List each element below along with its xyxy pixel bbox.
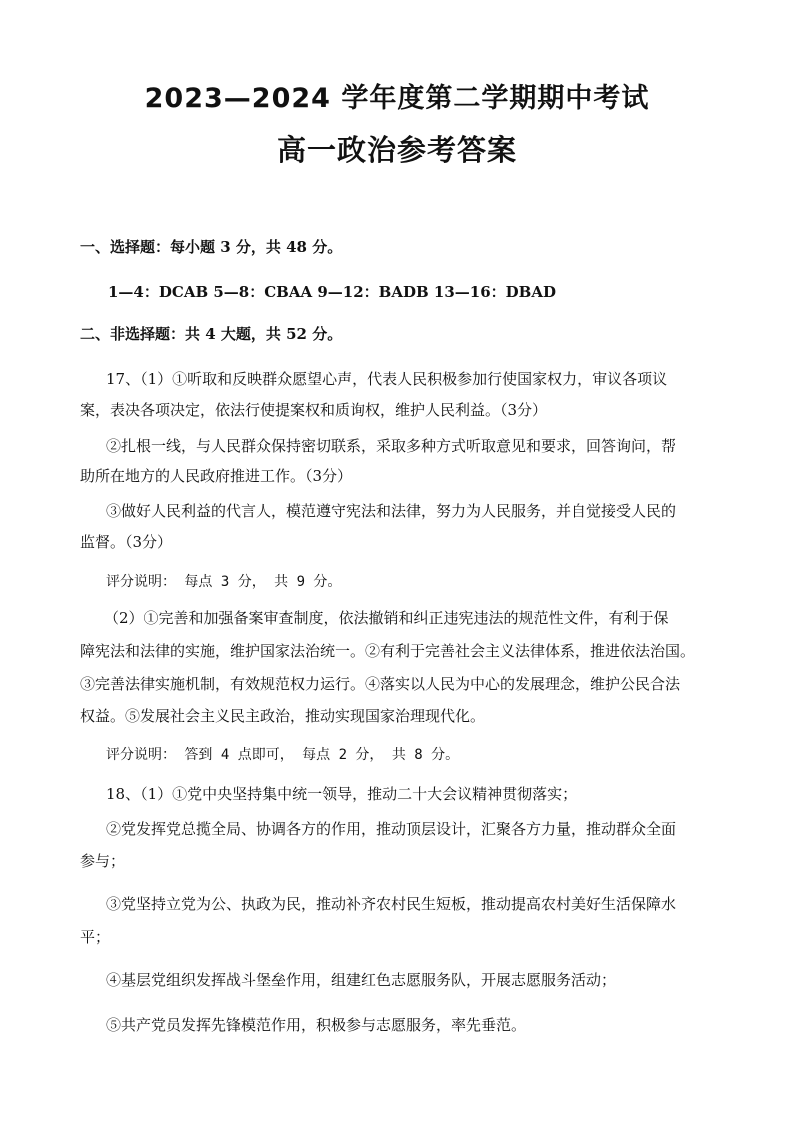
q17-p4-line4: 权益。⑤发展社会主义民主政治，推动实现国家治理现代化。 bbox=[80, 707, 486, 725]
q17-p4-line3: ③完善法律实施机制，有效规范权力运行。④落实以人民为中心的发展理念，维护公民合法 bbox=[80, 675, 681, 693]
q18-p3-line2: 平； bbox=[80, 928, 111, 946]
q17-p1-line2: 案，表决各项决定，依法行使提案权和质询权，维护人民利益。（3分） bbox=[80, 401, 548, 419]
choice-answers: 1—4：DCAB 5—8：CBAA 9—12：BADB 13—16：DBAD bbox=[108, 283, 556, 301]
q18-p5-line1: ⑤共产党员发挥先锋模范作用，积极参与志愿服务，率先垂范。 bbox=[106, 1016, 527, 1034]
q18-p1-line1: 18、（1）①党中央坚持集中统一领导，推动二十大会议精神贯彻落实； bbox=[106, 785, 578, 803]
q17-p4-line2: 障宪法和法律的实施，维护国家法治统一。②有利于完善社会主义法律体系，推进依法治国。 bbox=[80, 642, 696, 660]
exam-subtitle: 高一政治参考答案 bbox=[276, 133, 517, 167]
q17-scoring-note-1: 评分说明： 每点 3 分， 共 9 分。 bbox=[106, 574, 342, 590]
q17-p4-line1: （2）①完善和加强备案审查制度，依法撤销和纠正违宪违法的规范性文件，有利于保 bbox=[104, 609, 669, 627]
exam-title: 2023—2024 学年度第二学期期中考试 bbox=[144, 83, 650, 114]
q18-p4-line1: ④基层党组织发挥战斗堡垒作用，组建红色志愿服务队，开展志愿服务活动； bbox=[106, 971, 617, 989]
q17-p3-line2: 监督。（3分） bbox=[80, 533, 173, 551]
q18-p2-line1: ②党发挥党总揽全局、协调各方的作用，推动顶层设计，汇聚各方力量，推动群众全面 bbox=[106, 820, 677, 838]
q17-p2-line2: 助所在地方的人民政府推进工作。（3分） bbox=[80, 467, 353, 485]
q18-p3-line1: ③党坚持立党为公、执政为民，推动补齐农村民生短板，推动提高农村美好生活保障水 bbox=[106, 895, 677, 913]
q17-p1-line1: 17、（1）①听取和反映群众愿望心声，代表人民积极参加行使国家权力，审议各项议 bbox=[106, 370, 668, 388]
section2-heading: 二、非选择题：共 4 大题，共 52 分。 bbox=[80, 325, 343, 343]
q17-scoring-note-2: 评分说明： 答到 4 点即可， 每点 2 分， 共 8 分。 bbox=[106, 747, 460, 763]
q17-p2-line1: ②扎根一线，与人民群众保持密切联系，采取多种方式听取意见和要求，回答询问，帮 bbox=[106, 437, 677, 455]
q18-p2-line2: 参与； bbox=[80, 852, 126, 870]
q17-p3-line1: ③做好人民利益的代言人，模范遵守宪法和法律，努力为人民服务，并自觉接受人民的 bbox=[106, 502, 677, 520]
section1-heading: 一、选择题：每小题 3 分，共 48 分。 bbox=[80, 238, 343, 256]
